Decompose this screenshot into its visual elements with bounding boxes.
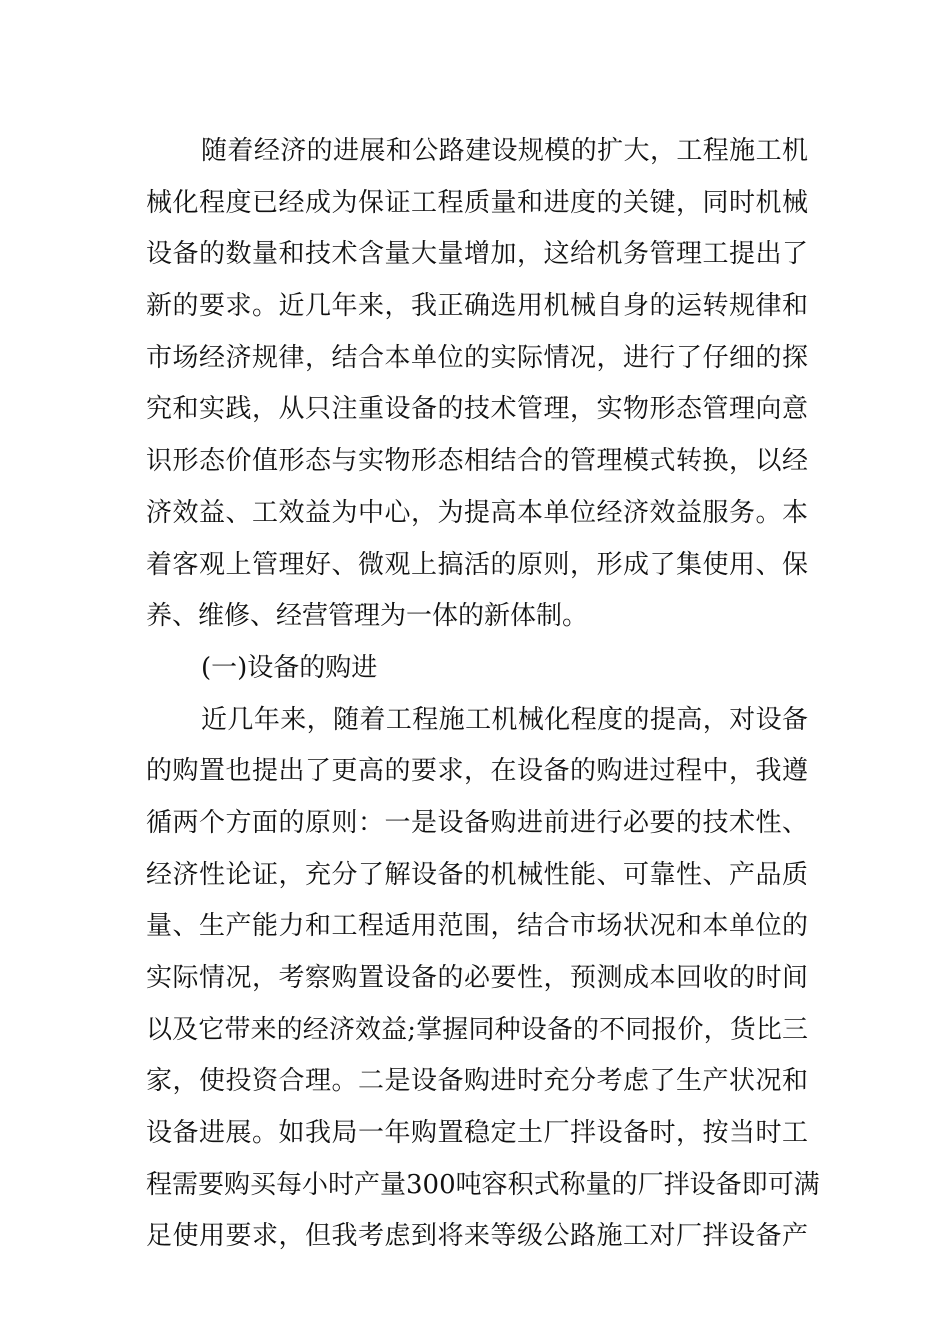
paragraph-line: 着客观上管理好、微观上搞活的原则，形成了集使用、保 [146, 549, 808, 580]
paragraph-line: 械化程度已经成为保证工程质量和进度的关键，同时机械 [146, 187, 808, 218]
paragraph-line: 市场经济规律，结合本单位的实际情况，进行了仔细的探 [146, 342, 808, 373]
paragraph-line: 随着经济的进展和公路建设规模的扩大，工程施工机 [201, 136, 808, 166]
section-heading: (一)设备的购进 [201, 652, 378, 683]
paragraph-line: 设备的数量和技术含量大量增加，这给机务管理工提出了 [146, 239, 808, 270]
paragraph-line: 足使用要求，但我考虑到将来等级公路施工对厂拌设备产 [146, 1221, 808, 1252]
paragraph-line: 的购置也提出了更高的要求，在设备的购进过程中，我遵 [146, 756, 808, 787]
paragraph-line: 以及它带来的经济效益;掌握同种设备的不同报价，货比三 [146, 1014, 808, 1045]
paragraph-line: 程需要购买每小时产量300吨容积式称量的厂拌设备即可满 [146, 1169, 820, 1200]
paragraph-line: 识形态价值形态与实物形态相结合的管理模式转换，以经 [146, 446, 808, 477]
paragraph-line: 养、维修、经营管理为一体的新体制。 [146, 601, 589, 632]
paragraph-line: 经济性论证，充分了解设备的机械性能、可靠性、产品质 [146, 859, 808, 890]
paragraph-line: 近几年来，随着工程施工机械化程度的提高，对设备 [201, 704, 808, 735]
paragraph-line: 实际情况，考察购置设备的必要性，预测成本回收的时间 [146, 963, 808, 993]
paragraph-line: 量、生产能力和工程适用范围，结合市场状况和本单位的 [146, 911, 808, 942]
paragraph-line: 设备进展。如我局一年购置稳定土厂拌设备时，按当时工 [146, 1118, 808, 1149]
paragraph-line: 究和实践，从只注重设备的技术管理，实物形态管理向意 [146, 394, 808, 425]
paragraph-line: 济效益、工效益为中心，为提高本单位经济效益服务。本 [146, 497, 808, 528]
paragraph-line: 循两个方面的原则：一是设备购进前进行必要的技术性、 [146, 807, 808, 838]
paragraph-line: 新的要求。近几年来，我正确选用机械自身的运转规律和 [146, 291, 808, 322]
document-body [146, 126, 820, 1263]
paragraph-line: 家，使投资合理。二是设备购进时充分考虑了生产状况和 [146, 1066, 808, 1097]
